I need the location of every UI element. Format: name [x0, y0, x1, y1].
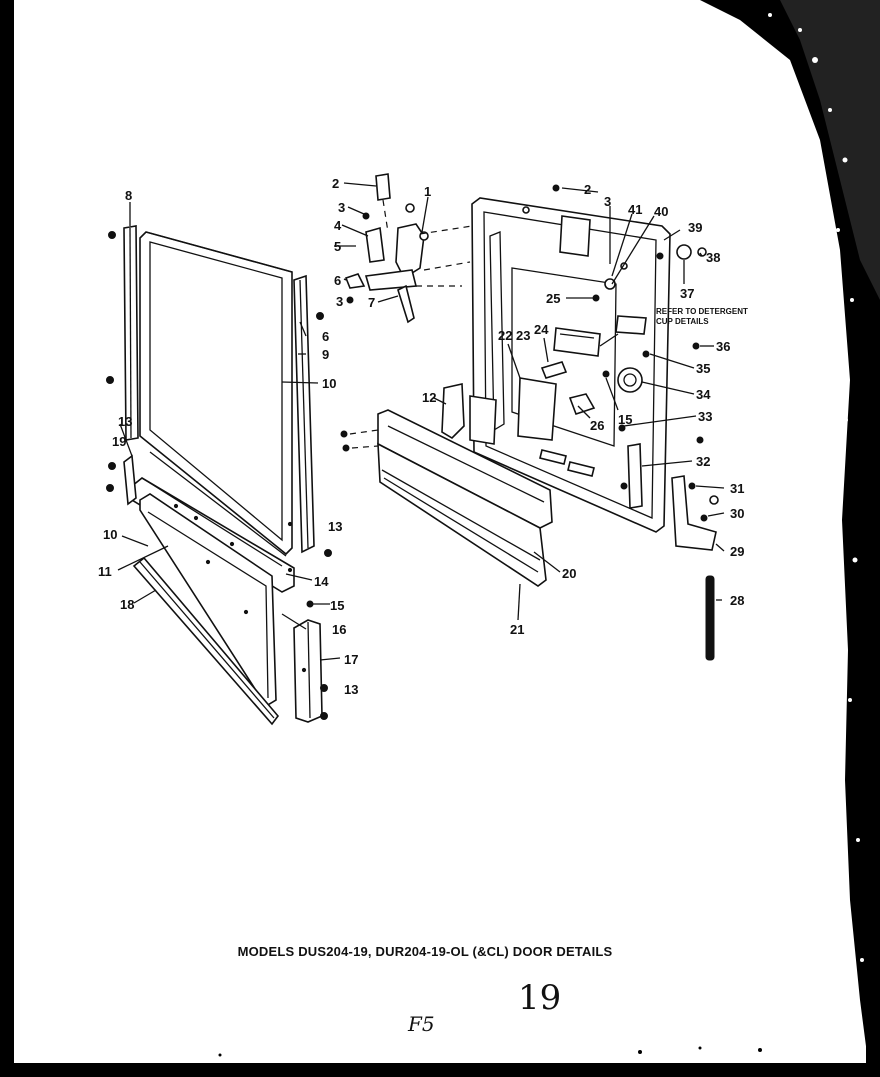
handwritten-page-number: 19 — [518, 978, 562, 1018]
callout-10a: 10 — [322, 376, 337, 391]
callout-30: 30 — [730, 506, 745, 521]
callout-25: 25 — [546, 291, 561, 306]
callout-2a: 2 — [332, 176, 340, 191]
callout-39: 39 — [688, 220, 703, 235]
callout-11: 11 — [98, 564, 112, 579]
callout-6b: 6 — [322, 329, 330, 344]
callout-13c: 13 — [344, 682, 359, 697]
callout-13a: 13 — [118, 414, 133, 429]
callout-40: 40 — [654, 204, 669, 219]
callout-29: 29 — [730, 544, 745, 559]
callout-14: 14 — [314, 574, 329, 589]
callout-9: 9 — [322, 347, 330, 362]
callout-33: 33 — [698, 409, 713, 424]
latch-hardware — [334, 174, 472, 322]
callout-3a: 3 — [338, 200, 346, 215]
callout-10b: 10 — [103, 527, 118, 542]
callout-22: 22 — [498, 328, 513, 343]
handwritten-code: F5 — [408, 1012, 435, 1036]
callout-3b: 3 — [336, 294, 344, 309]
callout-24: 24 — [534, 322, 549, 337]
callout-8: 8 — [125, 188, 133, 203]
callout-3c: 3 — [604, 194, 612, 209]
callout-36: 36 — [716, 339, 731, 354]
callout-21: 21 — [510, 622, 525, 637]
callout-2b: 2 — [584, 182, 592, 197]
callout-17: 17 — [344, 652, 359, 667]
callout-37: 37 — [680, 286, 695, 301]
callout-13b: 13 — [328, 519, 343, 534]
callout-6a: 6 — [334, 273, 342, 288]
outer-door-panel — [107, 226, 332, 724]
callout-18: 18 — [120, 597, 135, 612]
callout-19: 19 — [112, 434, 127, 449]
callout-38: 38 — [706, 250, 721, 265]
detergent-note-line2: CUP DETAILS — [656, 317, 709, 326]
callout-1: 1 — [424, 184, 432, 199]
diagram-caption: MODELS DUS204-19, DUR204-19-OL (&CL) DOOR DETAILS — [237, 944, 613, 959]
hinge-spring — [672, 476, 718, 660]
callout-12: 12 — [422, 390, 437, 405]
callout-31: 31 — [730, 481, 745, 496]
callout-28: 28 — [730, 593, 745, 608]
callout-26: 26 — [590, 418, 605, 433]
callout-41: 41 — [628, 202, 643, 217]
callout-16: 16 — [332, 622, 347, 637]
callout-34: 34 — [696, 387, 711, 402]
callout-4: 4 — [334, 218, 342, 233]
callout-23: 23 — [516, 328, 531, 343]
callout-32: 32 — [696, 454, 711, 469]
callout-35: 35 — [696, 361, 711, 376]
callout-7: 7 — [368, 295, 376, 310]
callout-15a: 15 — [330, 598, 345, 613]
callout-20: 20 — [562, 566, 577, 581]
detergent-note-line1: REFER TO DETERGENT — [656, 307, 748, 316]
callout-5: 5 — [334, 239, 342, 254]
callout-15b: 15 — [618, 412, 633, 427]
